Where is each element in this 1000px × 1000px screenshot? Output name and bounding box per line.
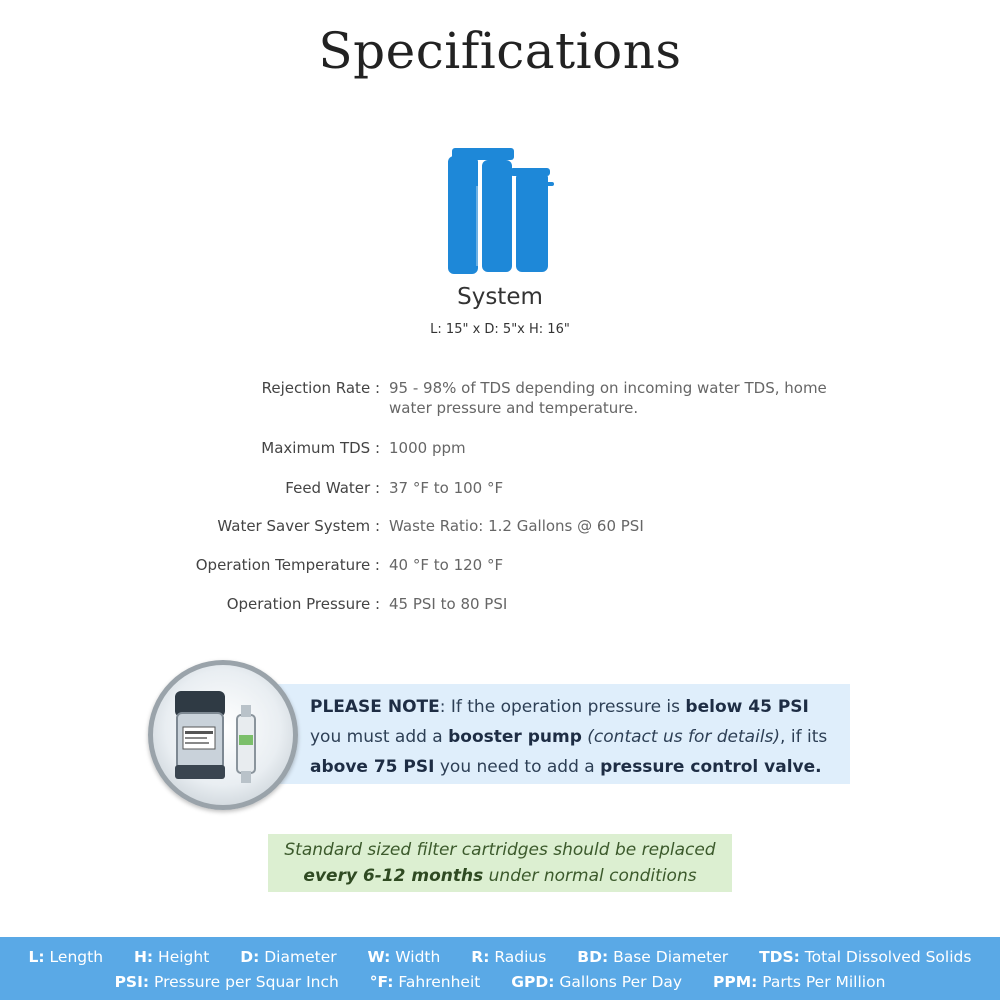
booster-pump-photo [148,660,298,810]
spec-label: Rejection Rate : [261,379,380,397]
legend-abbr: H: [133,948,154,966]
legend-item-psi [115,970,339,995]
legend-row-1 [0,945,1000,970]
spec-label: Operation Pressure : [226,595,380,613]
page-title: Specifications [318,22,682,80]
pressure-note [258,684,850,784]
legend-text: Diameter [259,948,337,966]
abbreviation-legend [0,937,1000,1000]
ro-filter-system-icon [446,146,558,278]
legend-item-gpd [511,970,682,995]
note-lead: PLEASE NOTE [310,697,440,717]
legend-abbr: PSI: [114,973,150,991]
legend-text: Gallons Per Day [554,973,683,991]
note-text: : If the operation pressure is [439,697,686,717]
legend-item-ppm [713,970,885,995]
legend-abbr: R: [471,948,490,966]
legend-text: Pressure per Squar Inch [149,973,339,991]
note-bold: pressure control valve. [600,757,822,777]
legend-item-fahrenheit [370,970,481,995]
spec-value: 95 - 98% of TDS depending on incoming water TDS, home water pressure and temperature. [389,379,827,417]
legend-item-width [368,945,441,970]
legend-item-height [134,945,209,970]
spec-label: Water Saver System : [217,517,380,535]
legend-abbr: W: [367,948,391,966]
spec-value: 1000 ppm [389,439,466,457]
legend-text: Height [153,948,210,966]
legend-abbr: °F: [369,973,394,991]
legend-text: Base Diameter [608,948,729,966]
system-dimensions: L: 15" x D: 5"x H: 16" [430,322,570,337]
note-text: you must add a [310,727,449,747]
cartridge-replacement-tip [268,834,732,892]
legend-row-2 [0,970,1000,995]
spec-value: 40 °F to 120 °F [389,556,504,574]
legend-text: Length [44,948,104,966]
legend-item-diameter [240,945,336,970]
legend-abbr: TDS: [759,948,800,966]
system-label: System [457,284,543,310]
spec-value: 37 °F to 100 °F [389,479,504,497]
spec-label: Feed Water : [285,479,380,497]
note-bold: below 45 PSI [685,697,809,717]
legend-text: Radius [489,948,547,966]
tip-rest: under normal conditions [483,866,697,886]
tip-line-1: Standard sized filter cartridges should be replaced [284,840,716,860]
legend-text: Width [390,948,441,966]
legend-abbr: PPM: [713,973,758,991]
tip-bold: every 6-12 months [303,866,484,886]
tip-line-2 [268,863,732,889]
legend-abbr: D: [240,948,260,966]
legend-text: Parts Per Million [757,973,886,991]
spec-label: Maximum TDS : [261,439,380,457]
note-text: you need to add a [434,757,601,777]
legend-abbr: L: [28,948,45,966]
note-contact-hint: (contact us for details) [587,727,781,747]
note-bold: above 75 PSI [310,757,435,777]
legend-item-base-diameter [577,945,728,970]
booster-pump-icon [153,665,293,805]
legend-abbr: GPD: [511,973,555,991]
legend-item-radius [471,945,546,970]
legend-text: Fahrenheit [393,973,481,991]
spec-value: 45 PSI to 80 PSI [389,595,508,613]
note-text: , if its [780,727,828,747]
legend-item-tds [759,945,971,970]
note-bold: booster pump [448,727,582,747]
legend-abbr: BD: [577,948,609,966]
legend-text: Total Dissolved Solids [799,948,972,966]
legend-item-length [29,945,103,970]
spec-label: Operation Temperature : [195,556,380,574]
spec-value: Waste Ratio: 1.2 Gallons @ 60 PSI [389,517,644,535]
